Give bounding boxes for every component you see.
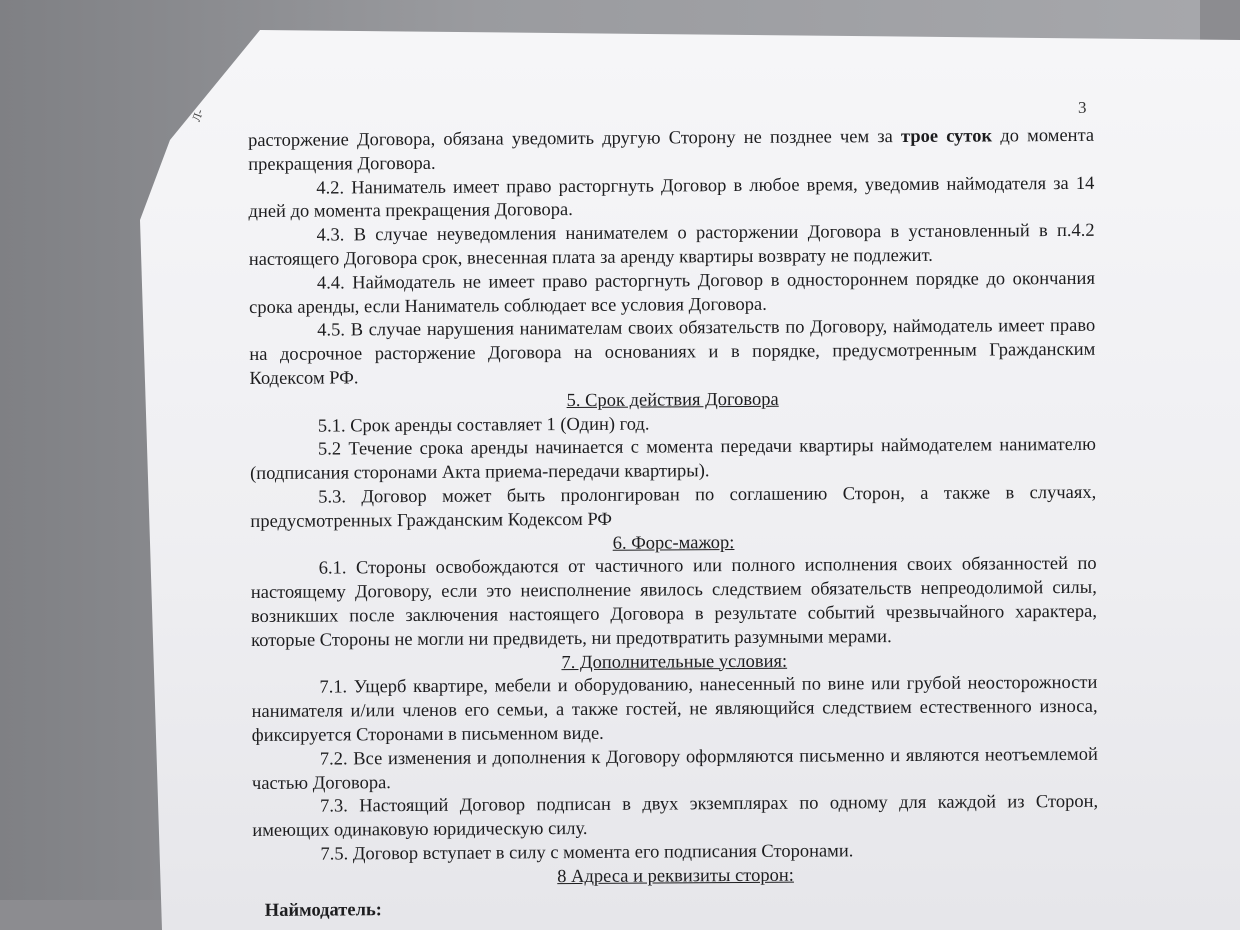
- section-heading-6: 6. Форс-мажор:: [612, 532, 735, 554]
- clause-5-2: 5.2 Течение срока аренды начинается с момента передачи квартиры наймодателем нанимателю (подписания сторонами Акта приема-передачи квартиры).: [250, 435, 1097, 485]
- clause-7-3: 7.3. Настоящий Договор подписан в двух экземплярах по одному для каждой из Сторон, имеющих одинаковую юридическую силу.: [252, 792, 1099, 842]
- landlord-label: Наймодатель:: [264, 899, 382, 921]
- clause-4-4: 4.4. Наймодатель не имеет право расторгнуть Договор в одностороннем порядке до окончания срока аренды, если Наниматель соблюдает все условия Договора.: [249, 268, 1095, 318]
- corner-mark: Л-: [188, 107, 207, 124]
- clause-4-2: 4.2. Наниматель имеет право расторгнуть Договор в любое время, уведомив наймодателя за 14 дней до момента прекращения Договора.: [248, 173, 1095, 223]
- clause-7-2: 7.2. Все изменения и дополнения к Договору оформляются письменно и являются неотъемлемой частью Договора.: [251, 744, 1098, 794]
- page-number: 3: [1078, 98, 1087, 117]
- clause-5-1: 5.1. Срок аренды составляет 1 (Один) год.: [317, 414, 650, 437]
- section-heading-8: 8 Адреса и реквизиты сторон:: [557, 865, 794, 887]
- clause-5-3: 5.3. Договор может быть пролонгирован по соглашению Сторон, а также в случаях, предусмотренных Гражданским Кодексом РФ: [250, 482, 1097, 532]
- section-heading-5: 5. Срок действия Договора: [566, 389, 779, 411]
- clause-6-1: 6.1. Стороны освобождаются от частичного или полного исполнения своих обязанностей по настоящему Договору, если это неисполнение явилось следствием обязательств непреодолимой силы, возникших после заключения настоящего Договора в результате событий чрезвычайного характера, которые Стороны не могли ни предвидеть, ни предотвратить разумными мерами.: [250, 554, 1098, 651]
- clause-4-3: 4.3. В случае неуведомления нанимателем о расторжении Договора в установленный в п.4.2 настоящего Договора срок, внесенная плата за аренду квартиры возврату не подлежит.: [248, 221, 1095, 270]
- paragraph-continuation: расторжение Договора, обязана уведомить другую Сторону не позднее чем за трое суток до момента прекращения Договора.: [248, 125, 1095, 175]
- bold-term: трое суток: [900, 126, 993, 148]
- document-body: [248, 125, 1099, 923]
- clause-4-5: 4.5. В случае нарушения нанимателам своих обязательств по Договору, наймодатель имеет право на досрочное расторжение Договора на основаниях и в порядке, предусмотренным Гражданским Кодексом РФ.: [249, 316, 1096, 389]
- clause-7-1: 7.1. Ущерб квартире, мебели и оборудованию, нанесенный по вине или грубой неосторожности нанимателя и/или членов его семьи, а также гостей, не являющийся следствием естественного износа, фиксируется Сторонами в письменном виде.: [251, 673, 1098, 746]
- clause-7-5: 7.5. Договор вступает в силу с момента его подписания Сторонами.: [320, 841, 854, 865]
- section-heading-7: 7. Дополнительные условия:: [561, 651, 788, 673]
